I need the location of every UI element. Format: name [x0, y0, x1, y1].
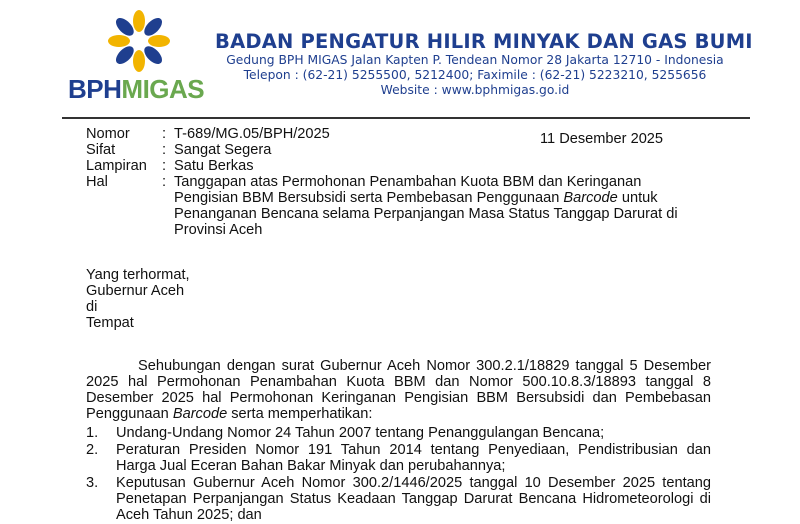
organization-address: Gedung BPH MIGAS Jalan Kapten P. Tendean Nomor 28 Jakarta 12710 - Indonesia — [226, 53, 724, 67]
meta-value: Satu Berkas — [174, 158, 254, 174]
logo-wordmark: BPHMIGAS — [68, 74, 205, 104]
header-divider — [62, 117, 750, 119]
list-item: 1. Undang-Undang Nomor 24 Tahun 2007 tentang Penanggulangan Bencana; — [86, 425, 605, 441]
addressee-name: Gubernur Aceh — [86, 283, 185, 299]
letter-body — [86, 358, 711, 524]
organization-website: Website : www.bphmigas.go.id — [380, 83, 570, 97]
letter-date: 11 Desember 2025 — [540, 131, 664, 147]
meta-separator: : — [162, 142, 167, 158]
meta-separator: : — [162, 158, 167, 174]
meta-value-subject: Tanggapan atas Permohonan Penambahan Kuota BBM dan Keringanan Pengisian BBM Bersubsidi serta Pembebasan Penggunaan Barcode untuk Penanganan Bencana selama Perpanjangan Masa Status Tanggap Darurat di Provinsi Aceh — [174, 174, 678, 238]
list-item: 3. Keputusan Gubernur Aceh Nomor 300.2/1446/2025 tanggal 10 Desember 2025 tentang Penetapan Perpanjangan Status Keadaan Tanggap Darurat Bencana Hidrometeorologi di Aceh Tahun 2025; dan — [86, 475, 711, 523]
meta-lampiran — [86, 158, 714, 174]
meta-hal — [86, 174, 714, 238]
meta-value: T-689/MG.05/BPH/2025 — [174, 126, 330, 142]
organization-phone: Telepon : (62-21) 5255500, 5212400; Faximile : (62-21) 5223210, 5255656 — [243, 68, 707, 82]
meta-value: Sangat Segera — [174, 142, 272, 158]
meta-label: Lampiran — [86, 158, 147, 174]
meta-label: Hal — [86, 174, 108, 190]
addressee-salutation: Yang terhormat, — [86, 267, 190, 283]
star-emblem-icon — [94, 8, 184, 78]
opening-paragraph: Sehubungan dengan surat Gubernur Aceh Nomor 300.2.1/18829 tanggal 5 Desember 2025 hal Permohonan Penambahan Kuota BBM dan Nomor 500.10.8.3/18893 tanggal 8 Desember 2025 hal Permohonan Keringanan Pengisian BBM Bersubsidi dan Pembebasan Penggunaan Barcode serta memperhatikan: — [86, 358, 711, 422]
addressee — [86, 267, 190, 331]
addressee-place: Tempat — [86, 315, 134, 331]
meta-label: Sifat — [86, 142, 116, 158]
organization-name: BADAN PENGATUR HILIR MINYAK DAN GAS BUMI — [215, 30, 753, 53]
list-item: 2. Peraturan Presiden Nomor 191 Tahun 2014 tentang Penyediaan, Pendistribusian dan Harga Jual Eceran Bahan Bakar Minyak dan perubahannya; — [86, 442, 711, 474]
letterhead — [215, 30, 753, 98]
reference-list — [86, 425, 711, 523]
meta-separator: : — [162, 126, 167, 142]
meta-separator: : — [162, 174, 167, 190]
meta-label: Nomor — [86, 126, 130, 142]
addressee-di: di — [86, 299, 98, 315]
